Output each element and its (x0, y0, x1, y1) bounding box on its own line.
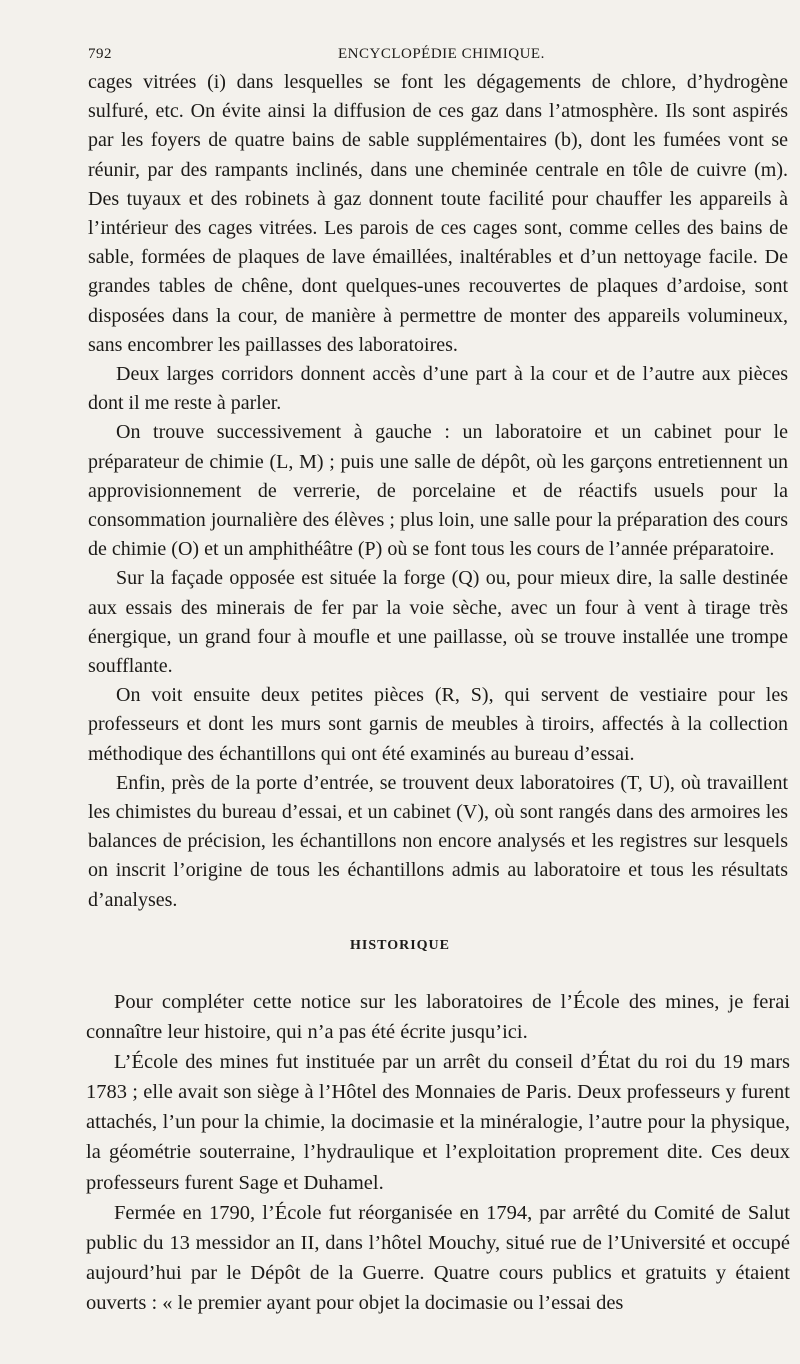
body-text-top (88, 68, 788, 915)
paragraph: On voit ensuite deux petites pièces (R, S), qui servent de vestiaire pour les professeurs et dont les murs sont garnis de meubles à tiroirs, affectés à la collection méthodique des échantillons qui ont été examinés au bureau d’essai. (88, 684, 788, 765)
paragraph: Fermée en 1790, l’École fut réorganisée en 1794, par arrêté du Comité de Salut public du 13 messidor an II, dans l’hôtel Mouchy, situé rue de l’Université et occupé aujourd’hui par le Dépôt de la Guerre. Quatre cours publics et gratuits y étaient ouverts : « le premier ayant pour objet la docimasie ou l’essai des (86, 1201, 790, 1314)
paragraph: L’École des mines fut instituée par un arrêt du conseil d’État du roi du 19 mars 1783 ; elle avait son siège à l’Hôtel des Monnaies de Paris. Deux professeurs y furent attachés, l’un pour la chimie, la docimasie et la minéralogie, l’autre pour la physique, la géométrie souterraine, l’hydraulique et l’exploitation proprement dite. Ces deux professeurs furent Sage et Duhamel. (86, 1051, 790, 1194)
body-text-bottom (86, 987, 790, 1318)
paragraph: Sur la façade opposée est située la forge (Q) ou, pour mieux dire, la salle destinée aux essais des minerais de fer par la voie sèche, avec un four à vent à tirage très énergique, un grand four à moufle et une paillasse, où se trouve installée une trompe soufflante. (88, 567, 788, 678)
running-title: ENCYCLOPÉDIE CHIMIQUE. (338, 46, 545, 62)
paragraph: Deux larges corridors donnent accès d’une part à la cour et de l’autre aux pièces dont il me reste à parler. (88, 363, 788, 415)
paragraph: Enfin, près de la porte d’entrée, se trouvent deux laboratoires (T, U), où travaillent les chimistes du bureau d’essai, et un cabinet (V), où sont rangés dans des armoires les balances de précision, les échantillons non encore analysés et les registres sur lesquels on inscrit l’origine de tous les échantillons admis au laboratoire et tous les résultats d’analyses. (88, 771, 788, 911)
page-number: 792 (88, 46, 112, 62)
paragraph: Pour compléter cette notice sur les laboratoires de l’École des mines, je ferai connaître leur histoire, qui n’a pas été écrite jusqu’ici. (86, 991, 790, 1044)
running-head (88, 46, 778, 68)
section-heading: HISTORIQUE (350, 938, 450, 953)
paragraph: On trouve successivement à gauche : un laboratoire et un cabinet pour le préparateur de chimie (L, M) ; puis une salle de dépôt, où les garçons entretiennent un approvisionnement de verrerie, de porcelaine et de réactifs usuels pour la consommation journalière des élèves ; plus loin, une salle pour la préparation des cours de chimie (O) et un amphithéâtre (P) où se font tous les cours de l’année préparatoire. (88, 421, 788, 561)
paragraph: cages vitrées (i) dans lesquelles se font les dégagements de chlore, d’hydrogène sulfuré, etc. On évite ainsi la diffusion de ces gaz dans l’atmosphère. Ils sont aspirés par les foyers de quatre bains de sable supplémentaires (b), dont les fumées vont se réunir, par des rampants inclinés, dans une cheminée centrale en tôle de cuivre (m). Des tuyaux et des robinets à gaz donnent toute facilité pour chauffer les appareils à l’intérieur des cages vitrées. Les parois de ces cages sont, comme celles des bains de sable, formées de plaques de lave émaillées, inaltérables et d’un nettoyage facile. De grandes tables de chêne, dont quelques-unes recouvertes de plaques d’ardoise, sont disposées dans la cour, de manière à permettre de monter des appareils volumineux, sans encombrer les paillasses des laboratoires. (88, 71, 788, 356)
